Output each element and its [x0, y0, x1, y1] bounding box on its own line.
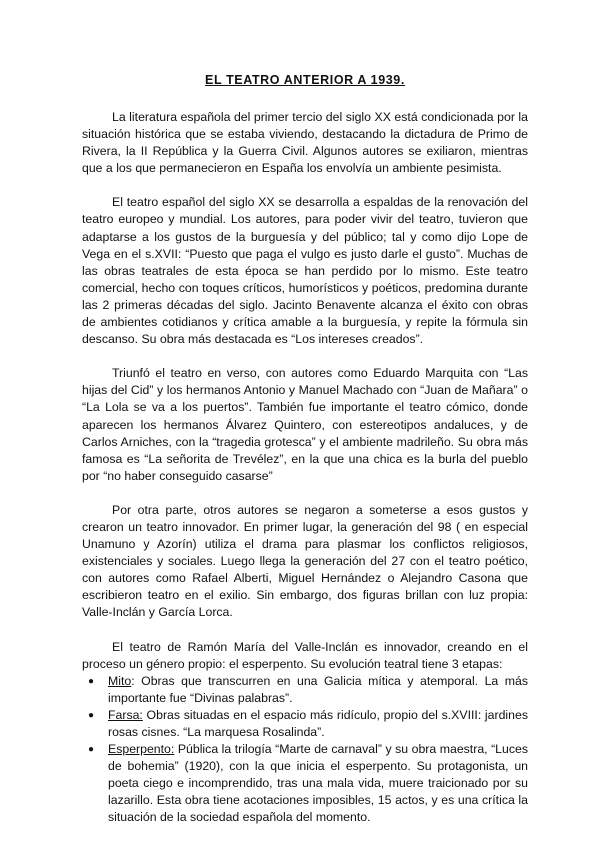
paragraph-verse-comic-theatre: Triunfó el teatro en verso, con autores como Eduardo Marquita con “Las hijas del Cid” y los hermanos Antonio y Manuel Machado con “Juan de Mañara” o “La Lola se va a los puertos”. También fue importante el teatro cómico, donde aparecen los hermanos Álvarez Quintero, con estereotipos andaluces, y de Carlos Arniches, con la “tragedia grotesca” y el ambiente madrileño. Su obra más famosa es “La señorita de Trevélez”, en la que una chica es la burla del pueblo por “no haber conseguido casarse” — [82, 366, 528, 483]
list-item-farsa — [82, 707, 528, 741]
paragraph-valle-inclan: El teatro de Ramón María del Valle-Inclán es innovador, creando en el proceso un género propio: el esperpento. Su evolución teatral tiene 3 etapas: — [82, 639, 528, 671]
list-item-esperpento — [82, 741, 528, 826]
bullet-icon: ● — [88, 744, 95, 756]
stage-term: Mito — [108, 673, 132, 688]
paragraph-commercial-theatre: El teatro español del siglo XX se desarrolla a espaldas de la renovación del teatro europeo y mundial. Los autores, para poder vivir del teatro, tuvieron que adaptarse a los gustos de la burguesía y del público; tal y como dijo Lope de Vega en el s.XVII: “Puesto que paga el vulgo es justo darle el gusto”. Muchas de las obras teatrales de esta época se han perdido por lo mismo. Este teatro comercial, hecho con toques críticos, humorísticos y poéticos, predomina durante las 2 primeras décadas del siglo. Jacinto Benavente alcanza el éxito con obras de ambientes cotidianos y crítica amable a la burguesía, y repite la fórmula sin descanso. Su obra más destacada es “Los intereses creados”. — [82, 195, 528, 347]
stage-description: Pública la trilogía “Marte de carnaval” y su obra maestra, “Luces de bohemia” (1920), con la que inicia el esperpento. Su protagonista, un poeta ciego e incomprendido, tras una mala vida, muere traicionado por su lazarillo. Esta obra tiene acotaciones imposibles, 15 actos, y es una crítica la situación de la sociedad española del momento. — [108, 742, 528, 825]
document-title: EL TEATRO ANTERIOR A 1939. — [205, 73, 405, 87]
paragraph-context: La literatura española del primer tercio del siglo XX está condicionada por la situación histórica que se estaba viviendo, destacando la dictadura de Primo de Rivera, la II República y la Guerra Civil. Algunos autores se exiliaron, mientras que a los que permanecieron en España los envolvía un ambiente pesimista. — [82, 110, 528, 176]
document-page — [82, 72, 528, 827]
stage-description: : Obras que transcurren en una Galicia mítica y atemporal. La más importante fue “Divinas palabras”. — [108, 673, 528, 705]
stage-term: Farsa: — [108, 707, 143, 722]
paragraph-innovative-theatre: Por otra parte, otros autores se negaron a someterse a esos gustos y crearon un teatro innovador. En primer lugar, la generación del 98 ( en especial Unamuno y Azorín) utiliza el drama para plasmar los conflictos religiosos, existenciales y sociales. Luego llega la generación del 27 con el teatro poético, con autores como Rafael Alberti, Miguel Hernández o Alejandro Casona que escribieron teatro en el exilio. Sin embargo, dos figuras brillan con luz propia: Valle-Inclán y García Lorca. — [82, 502, 528, 620]
stages-list — [82, 673, 528, 827]
bullet-icon: ● — [88, 709, 95, 721]
bullet-icon: ● — [88, 675, 95, 687]
stage-description: Obras situadas en el espacio más ridículo, propio del s.XVIII: jardines rosas cisnes. “La marquesa Rosalinda”. — [108, 707, 528, 739]
list-item-mito — [82, 673, 528, 707]
stage-term: Esperpento: — [108, 742, 175, 757]
